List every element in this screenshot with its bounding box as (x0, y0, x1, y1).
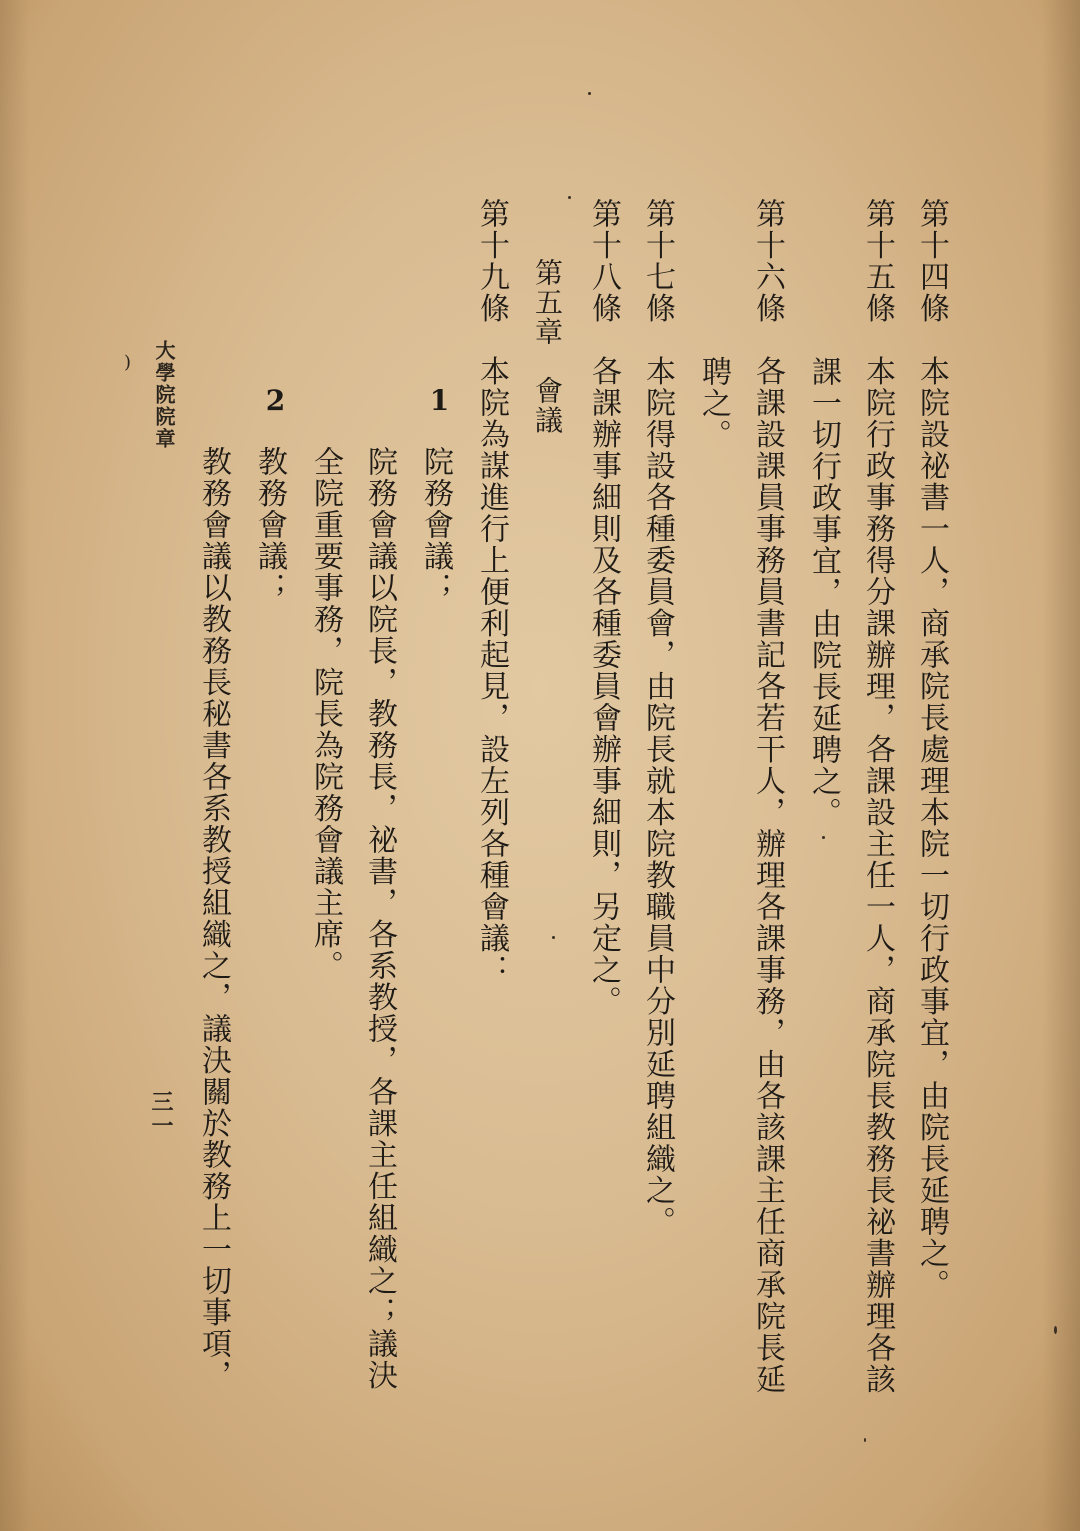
article-16: 第十六條 各課設課員事務員書記各若干人，辦理各課事務，由各該課主任商承院長延 (750, 198, 785, 1395)
article-16-continued: 聘之。 (696, 356, 731, 451)
article-15-continued: 課一切行政事宜，由院長延聘之。 (806, 356, 841, 829)
page-shadow-right (1042, 0, 1080, 1531)
chapter-5-heading: 第五章 會議 (531, 258, 564, 435)
article-15: 第十五條 本院行政事務得分課辦理，各課設主任一人，商承院長教務長祕書辦理各該 (860, 198, 895, 1395)
item-2-title: 教務會議； (252, 446, 287, 604)
item-1-text-continued: 全院重要事務，院長為院務會議主席。 (308, 446, 343, 982)
item-1-text: 院務會議以院長，教務長，祕書，各系教授，各課主任組織之；議決 (362, 446, 397, 1391)
running-title: 大學院院章 (152, 340, 176, 450)
item-number-2: 2 (259, 384, 292, 419)
article-17: 第十七條 本院得設各種委員會，由院長就本院教職員中分別延聘組織之。 (640, 198, 675, 1238)
article-19: 第十九條 本院為謀進行上便利起見，設左列各種會議： (474, 198, 509, 986)
item-1-title: 院務會議； (418, 446, 453, 604)
page-number: 三一 (148, 1090, 174, 1138)
item-2-text: 教務會議以教務長秘書各系教授組織之，議決關於教務上一切事項， (196, 446, 231, 1391)
page-shadow-left (0, 0, 30, 1531)
article-18: 第十八條 各課辦事細則及各種委員會辦事細則，另定之。 (586, 198, 621, 1017)
ink-speck (552, 936, 555, 939)
ink-speck (588, 92, 591, 95)
ink-speck (822, 836, 825, 839)
item-number-1: 1 (423, 384, 456, 419)
bracket-mark: ) (124, 352, 132, 373)
ink-speck (1054, 1326, 1057, 1334)
ink-speck (568, 196, 571, 199)
ink-speck (864, 1438, 866, 1442)
article-14: 第十四條 本院設祕書一人，商承院長處理本院一切行政事宜，由院長延聘之。 (914, 198, 949, 1301)
